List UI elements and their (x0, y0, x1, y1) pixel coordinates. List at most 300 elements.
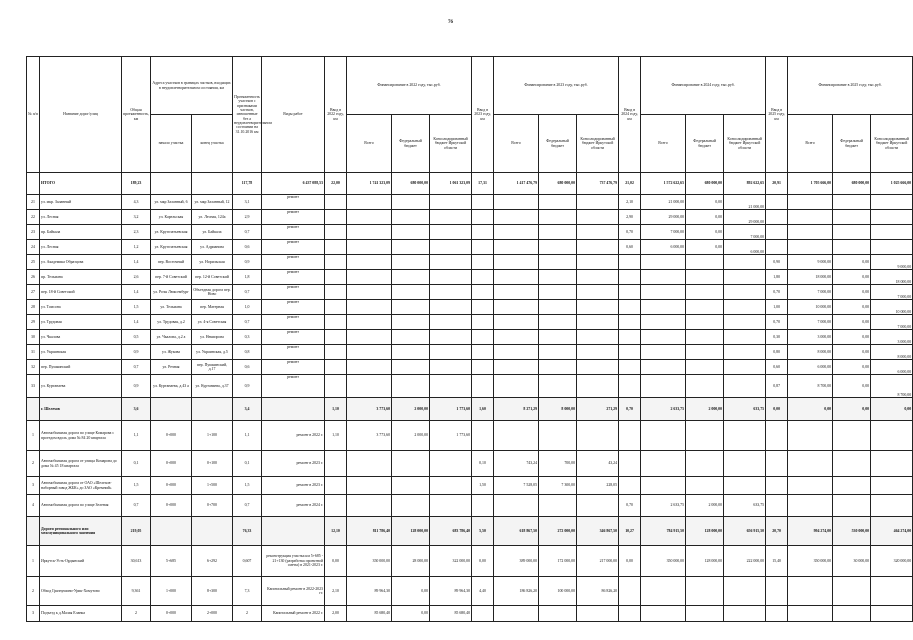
cell-total-2022: 350 000,00 (347, 546, 392, 577)
cell-total-length: 1,5 (122, 477, 151, 495)
cell-consolidated-2024 (724, 451, 766, 477)
cell-work-type: ремонт (262, 225, 325, 240)
cell-consolidated-2024 (724, 360, 766, 375)
cell-total-2025 (788, 451, 833, 477)
cell-total-2025 (788, 225, 833, 240)
cell-total-2023 (494, 270, 539, 285)
cell-section-end: пер. 12-й Советский (192, 270, 233, 285)
cell-row-num (27, 173, 40, 195)
cell-consolidated-2023 (577, 606, 619, 622)
cell-row-num: 2 (27, 451, 40, 477)
cell-consolidated-2023 (577, 315, 619, 330)
cell-consolidated-2022: 1 773,60 (430, 421, 472, 451)
cell-federal-2023 (539, 360, 577, 375)
table-row (27, 255, 913, 270)
cell-work-type: ремонт в 2024 г. (262, 495, 325, 517)
cell-total-2022 (347, 270, 392, 285)
cell-total-2024 (641, 300, 686, 315)
cell-total-2024 (641, 606, 686, 622)
cell-commission-2023 (472, 421, 494, 451)
header-financing-2024: Финансирование в 2024 году, тыс.руб. (641, 57, 766, 115)
cell-commission-2024 (619, 375, 641, 398)
cell-commission-2023 (472, 270, 494, 285)
cell-consolidated-2025: 10 000,00 (871, 300, 913, 315)
cell-section-end: Объездная дорога пер. Ново (192, 285, 233, 300)
cell-federal-2024: 0,00 (686, 225, 724, 240)
header-commission-2025: Ввод в 2025 году, км (766, 57, 788, 173)
cell-federal-2025: 0,00 (833, 300, 871, 315)
header-federal-2024: Федеральный бюджет (686, 115, 724, 173)
cell-consolidated-2025 (871, 606, 913, 622)
cell-work-type: ремонт (262, 285, 325, 300)
cell-commission-2025: 0,30 (766, 330, 788, 345)
cell-total-2024 (641, 577, 686, 606)
header-consolidated-2024: Консолидированный бюджет Иркутской области (724, 115, 766, 173)
cell-commission-2023 (472, 300, 494, 315)
cell-consolidated-2025: 7 000,00 (871, 285, 913, 300)
cell-consolidated-2023 (577, 345, 619, 360)
cell-road-name: ул. Куртанаева (40, 375, 122, 398)
cell-total-length: 1,2 (122, 240, 151, 255)
cell-section-end: 2+000 (192, 606, 233, 622)
cell-federal-2025: 0,00 (833, 315, 871, 330)
cell-federal-2024: 2 000,00 (686, 398, 724, 421)
cell-consolidated-2024 (724, 421, 766, 451)
cell-federal-2024 (686, 421, 724, 451)
cell-commission-2024: 0,70 (619, 398, 641, 421)
cell-road-name: Иркутск-Усть-Ордынский (40, 546, 122, 577)
cell-bad-length: 7,3 (233, 577, 262, 606)
cell-federal-2025 (833, 477, 871, 495)
cell-total-length: 2,3 (122, 225, 151, 240)
cell-total-length: 189,23 (122, 173, 151, 195)
cell-work-type: 6 437 088,53 (262, 173, 325, 195)
cell-consolidated-2025 (871, 477, 913, 495)
cell-commission-2023: 5,50 (472, 517, 494, 546)
cell-consolidated-2025 (871, 195, 913, 210)
cell-total-2022 (347, 300, 392, 315)
cell-federal-2023: 680 000,00 (539, 173, 577, 195)
cell-federal-2023 (539, 270, 577, 285)
cell-commission-2024 (619, 300, 641, 315)
cell-road-name: ул. Лесная (40, 240, 122, 255)
cell-total-2022 (347, 360, 392, 375)
cell-road-name: Автомобильная дорога по улице Комарова с проездом вдоль дома № 84 20 квартала (40, 421, 122, 451)
cell-total-2025: 0,00 (788, 398, 833, 421)
cell-commission-2023: 1,50 (472, 477, 494, 495)
cell-bad-length: 0,6 (233, 360, 262, 375)
cell-commission-2025: 0,00 (766, 398, 788, 421)
cell-bad-length: 1,0 (233, 300, 262, 315)
cell-commission-2023 (472, 225, 494, 240)
cell-commission-2023 (472, 195, 494, 210)
cell-commission-2024 (619, 421, 641, 451)
cell-federal-2025: 0,00 (833, 360, 871, 375)
header-commission-2022: Ввод в 2022 году, км (325, 57, 347, 173)
cell-federal-2022 (392, 240, 430, 255)
cell-consolidated-2025: 7 000,00 (871, 315, 913, 330)
cell-federal-2022 (392, 255, 430, 270)
cell-commission-2025: 15,40 (766, 546, 788, 577)
cell-federal-2022 (392, 225, 430, 240)
cell-commission-2024: 0,70 (619, 495, 641, 517)
cell-consolidated-2022: 1 773,60 (430, 398, 472, 421)
cell-consolidated-2025 (871, 240, 913, 255)
cell-consolidated-2025: 9 000,00 (871, 255, 913, 270)
cell-commission-2023 (472, 285, 494, 300)
cell-section-start (151, 173, 192, 195)
cell-federal-2023 (539, 300, 577, 315)
cell-total-length: 2,6 (122, 270, 151, 285)
cell-section-start: ул. Трудовая, д.2 (151, 315, 192, 330)
cell-commission-2025: 0,70 (766, 315, 788, 330)
table-row (27, 546, 913, 577)
cell-total-2025: 7 000,00 (788, 315, 833, 330)
cell-consolidated-2025: 0,00 (871, 398, 913, 421)
cell-bad-length: 2 (233, 606, 262, 622)
header-work-type: Виды работ (262, 57, 325, 173)
cell-federal-2024: 0,00 (686, 210, 724, 225)
cell-total-2024: 6 000,00 (641, 240, 686, 255)
cell-total-2024 (641, 360, 686, 375)
header-federal-2023: Федеральный бюджет (539, 115, 577, 173)
cell-consolidated-2025 (871, 451, 913, 477)
cell-consolidated-2024 (724, 375, 766, 398)
cell-total-length: 1,4 (122, 285, 151, 300)
cell-row-num: 33 (27, 375, 40, 398)
cell-total-2024 (641, 421, 686, 451)
cell-total-2022: 1 741 323,09 (347, 173, 392, 195)
cell-row-num: 29 (27, 315, 40, 330)
cell-section-end: ул. Украинская, д.5 (192, 345, 233, 360)
cell-commission-2025: 0,90 (766, 255, 788, 270)
cell-consolidated-2024: 29 000,00 (724, 210, 766, 225)
cell-federal-2022: 28 000,00 (392, 546, 430, 577)
cell-row-num: 23 (27, 225, 40, 240)
cell-commission-2025: 1,80 (766, 270, 788, 285)
cell-consolidated-2022 (430, 195, 472, 210)
cell-consolidated-2022: 89 964,30 (430, 577, 472, 606)
cell-section-start: пер. Восточный (151, 255, 192, 270)
cell-federal-2025: 0,00 (833, 330, 871, 345)
header-road-name: Название дорог/улиц (40, 57, 122, 173)
cell-consolidated-2024 (724, 270, 766, 285)
cell-row-num: 2 (27, 577, 40, 606)
cell-federal-2023 (539, 315, 577, 330)
table-row (27, 421, 913, 451)
cell-total-2023 (494, 345, 539, 360)
table-row (27, 360, 913, 375)
cell-road-name: ул. Чкалова (40, 330, 122, 345)
cell-consolidated-2023: 271,29 (577, 398, 619, 421)
cell-consolidated-2024 (724, 315, 766, 330)
cell-total-2023 (494, 285, 539, 300)
cell-total-2024: 1 572 622,65 (641, 173, 686, 195)
cell-commission-2023 (472, 240, 494, 255)
cell-consolidated-2022 (430, 477, 472, 495)
cell-federal-2024 (686, 345, 724, 360)
cell-total-length: 0,7 (122, 360, 151, 375)
cell-federal-2025: 0,00 (833, 398, 871, 421)
cell-row-num: 22 (27, 210, 40, 225)
cell-bad-length: 0,8 (233, 345, 262, 360)
cell-commission-2022 (325, 270, 347, 285)
cell-total-2023: 7 528,05 (494, 477, 539, 495)
cell-row-num: 3 (27, 606, 40, 622)
cell-commission-2022 (325, 330, 347, 345)
table-summary-row (27, 517, 913, 546)
cell-federal-2024 (686, 375, 724, 398)
cell-total-length: 1,1 (122, 421, 151, 451)
cell-total-2023 (494, 606, 539, 622)
cell-consolidated-2023 (577, 300, 619, 315)
cell-total-2024: 21 000,00 (641, 195, 686, 210)
cell-commission-2024 (619, 360, 641, 375)
cell-consolidated-2022: 85 680,40 (430, 606, 472, 622)
cell-federal-2024 (686, 300, 724, 315)
cell-section-end: ул. Куртанаева, д.37 (192, 375, 233, 398)
cell-total-2022 (347, 225, 392, 240)
cell-commission-2025 (766, 195, 788, 210)
cell-total-2022 (347, 285, 392, 300)
cell-total-length: 1,4 (122, 255, 151, 270)
cell-federal-2023: 100 000,00 (539, 577, 577, 606)
cell-consolidated-2024 (724, 606, 766, 622)
cell-commission-2024: 10,27 (619, 517, 641, 546)
table-row (27, 300, 913, 315)
cell-row-num: 26 (27, 270, 40, 285)
cell-road-name: Автомобильная дорога от ОАО «Шелехов-наборный завод ЖБК» до ЗАО «Кремний» (40, 477, 122, 495)
cell-federal-2022 (392, 451, 430, 477)
cell-total-2025 (788, 240, 833, 255)
cell-commission-2025: 0,70 (766, 285, 788, 300)
cell-consolidated-2023: 346 867,50 (577, 517, 619, 546)
cell-federal-2023 (539, 421, 577, 451)
cell-total-2025: 10 000,00 (788, 300, 833, 315)
cell-consolidated-2022: 683 786,40 (430, 517, 472, 546)
cell-consolidated-2024 (724, 345, 766, 360)
cell-total-2024: 784 915,50 (641, 517, 686, 546)
cell-total-length: 30,613 (122, 546, 151, 577)
cell-federal-2022 (392, 270, 430, 285)
cell-road-name: ул. мкр. Заланный (40, 195, 122, 210)
cell-commission-2025 (766, 451, 788, 477)
cell-consolidated-2022 (430, 315, 472, 330)
cell-federal-2023: 172 000,00 (539, 546, 577, 577)
table-row (27, 577, 913, 606)
cell-consolidated-2024: 7 000,00 (724, 225, 766, 240)
cell-consolidated-2023: 737 476,79 (577, 173, 619, 195)
cell-total-2024 (641, 375, 686, 398)
cell-road-name: пр. Тельмана (40, 270, 122, 285)
table-row (27, 451, 913, 477)
cell-commission-2025: 0,87 (766, 375, 788, 398)
cell-federal-2022: 0,00 (392, 606, 430, 622)
cell-federal-2023 (539, 225, 577, 240)
cell-commission-2023 (472, 360, 494, 375)
cell-consolidated-2025: 6 000,00 (871, 360, 913, 375)
cell-section-end: 1+100 (192, 421, 233, 451)
cell-section-end: ул. 4-я Советская (192, 315, 233, 330)
cell-federal-2024 (686, 270, 724, 285)
table-row (27, 495, 913, 517)
cell-total-2022 (347, 195, 392, 210)
table-row (27, 315, 913, 330)
cell-total-2024: 350 000,00 (641, 546, 686, 577)
cell-section-end: ул. Норильская (192, 255, 233, 270)
cell-consolidated-2024 (724, 477, 766, 495)
cell-total-2023 (494, 330, 539, 345)
cell-bad-length: 0,6 (233, 240, 262, 255)
cell-commission-2022 (325, 300, 347, 315)
header-financing-2023: Финансирование в 2023 году, тыс.руб. (494, 57, 619, 115)
cell-row-num: 1 (27, 546, 40, 577)
cell-total-2022 (347, 477, 392, 495)
cell-federal-2025 (833, 421, 871, 451)
header-financing-2022: Финансирование в 2022 году, тыс.руб. (347, 57, 472, 115)
cell-consolidated-2023: 43,24 (577, 451, 619, 477)
header-bad-length: Протяженность участков с признаками частков, изношенные без а неудовлетворительном состоянии на 31.10.2016 км (233, 57, 262, 173)
cell-federal-2022: 128 000,00 (392, 517, 430, 546)
cell-federal-2022: 2 000,00 (392, 421, 430, 451)
cell-total-2023 (494, 421, 539, 451)
cell-work-type: ремонт (262, 360, 325, 375)
cell-section-start: 0+000 (151, 421, 192, 451)
table-row (27, 345, 913, 360)
cell-work-type: ремонт (262, 195, 325, 210)
cell-consolidated-2022 (430, 345, 472, 360)
cell-consolidated-2025 (871, 495, 913, 517)
cell-federal-2025: 30 000,00 (833, 546, 871, 577)
cell-consolidated-2023 (577, 255, 619, 270)
cell-bad-length: 0,7 (233, 495, 262, 517)
cell-commission-2023: 17,31 (472, 173, 494, 195)
cell-federal-2025 (833, 225, 871, 240)
cell-commission-2025: 0,80 (766, 345, 788, 360)
cell-road-name: ул. Лесная (40, 210, 122, 225)
cell-commission-2022 (325, 315, 347, 330)
cell-consolidated-2025: 8 700,00 (871, 375, 913, 398)
cell-commission-2022 (325, 360, 347, 375)
cell-consolidated-2024 (724, 285, 766, 300)
cell-road-name: ул. Украинская (40, 345, 122, 360)
header-total-2022: Всего (347, 115, 392, 173)
cell-row-num: 27 (27, 285, 40, 300)
cell-work-type: ремонт (262, 345, 325, 360)
cell-commission-2024 (619, 330, 641, 345)
table-row (27, 225, 913, 240)
cell-federal-2025: 530 000,00 (833, 517, 871, 546)
cell-federal-2024 (686, 315, 724, 330)
cell-consolidated-2022 (430, 451, 472, 477)
cell-road-name: пер. 18-й Советский (40, 285, 122, 300)
cell-federal-2024 (686, 606, 724, 622)
cell-federal-2023 (539, 375, 577, 398)
header-consolidated-2022: Консолидированный бюджет Иркутской области (430, 115, 472, 173)
cell-consolidated-2025 (871, 210, 913, 225)
cell-total-2022 (347, 330, 392, 345)
cell-road-name: ул. Трудовая (40, 315, 122, 330)
cell-section-start: 0+000 (151, 451, 192, 477)
cell-federal-2025: 0,00 (833, 255, 871, 270)
cell-commission-2022: 1,10 (325, 421, 347, 451)
cell-road-name: пер. Пушкинский (40, 360, 122, 375)
cell-total-2023 (494, 225, 539, 240)
cell-section-start: 5+685 (151, 546, 192, 577)
cell-work-type: ремонт (262, 255, 325, 270)
cell-total-2022: 3 773,60 (347, 421, 392, 451)
cell-total-2024 (641, 345, 686, 360)
cell-commission-2024 (619, 255, 641, 270)
cell-commission-2025 (766, 606, 788, 622)
cell-consolidated-2023 (577, 285, 619, 300)
cell-consolidated-2022 (430, 285, 472, 300)
cell-bad-length: 0,3 (233, 330, 262, 345)
cell-commission-2024: 0,70 (619, 225, 641, 240)
cell-federal-2022 (392, 330, 430, 345)
cell-section-end: ул. Лесная, 124а (192, 210, 233, 225)
header-total-2023: Всего (494, 115, 539, 173)
cell-total-2025 (788, 195, 833, 210)
cell-total-2024 (641, 285, 686, 300)
cell-row-num: 30 (27, 330, 40, 345)
cell-federal-2022: 680 000,00 (392, 173, 430, 195)
cell-road-name: Дороги регионального или межмуниципального значения (40, 517, 122, 546)
cell-road-name: Подъезд к д.Малая Еланка (40, 606, 122, 622)
cell-consolidated-2024 (724, 300, 766, 315)
cell-section-end: 0+100 (192, 451, 233, 477)
cell-total-length: 0,9 (122, 375, 151, 398)
cell-commission-2025: 20,91 (766, 173, 788, 195)
cell-total-length: 9,361 (122, 577, 151, 606)
cell-section-end: 1+500 (192, 477, 233, 495)
cell-federal-2022 (392, 315, 430, 330)
header-total-2024: Всего (641, 115, 686, 173)
header-commission-2024: Ввод в 2024 году, км (619, 57, 641, 173)
cell-consolidated-2022 (430, 240, 472, 255)
cell-section-start: ул. Чкалова, д.2 а (151, 330, 192, 345)
cell-bad-length: 0,7 (233, 225, 262, 240)
cell-total-2023 (494, 375, 539, 398)
cell-consolidated-2025: 3 000,00 (871, 330, 913, 345)
cell-commission-2025 (766, 495, 788, 517)
cell-federal-2024 (686, 451, 724, 477)
cell-road-name: Автомобильная дорога от улицы Комарова до дома № 45 18 квартала (40, 451, 122, 477)
cell-work-type: ремонт в 2023 г. (262, 451, 325, 477)
cell-commission-2022: 1,10 (325, 398, 347, 421)
cell-total-2024: 2 633,75 (641, 495, 686, 517)
cell-federal-2023 (539, 195, 577, 210)
cell-consolidated-2024: 633,75 (724, 398, 766, 421)
cell-commission-2022: 2,10 (325, 577, 347, 606)
cell-total-2022 (347, 315, 392, 330)
page-number: 76 (448, 20, 453, 25)
cell-work-type: ремонт (262, 315, 325, 330)
cell-commission-2025 (766, 240, 788, 255)
header-num: № п/п (27, 57, 40, 173)
cell-road-name: Обход Грязнушино-Урик-Хомутово (40, 577, 122, 606)
cell-consolidated-2025 (871, 577, 913, 606)
cell-total-2022 (347, 255, 392, 270)
header-financing-2025: Финансирование в 2025 году, тыс.руб. (788, 57, 913, 115)
cell-total-2025 (788, 495, 833, 517)
cell-federal-2023 (539, 210, 577, 225)
cell-bad-length: 3,4 (233, 398, 262, 421)
cell-consolidated-2024: 633,75 (724, 495, 766, 517)
table-row (27, 270, 913, 285)
cell-consolidated-2023: 86 826,20 (577, 577, 619, 606)
cell-total-length: 3,6 (122, 398, 151, 421)
